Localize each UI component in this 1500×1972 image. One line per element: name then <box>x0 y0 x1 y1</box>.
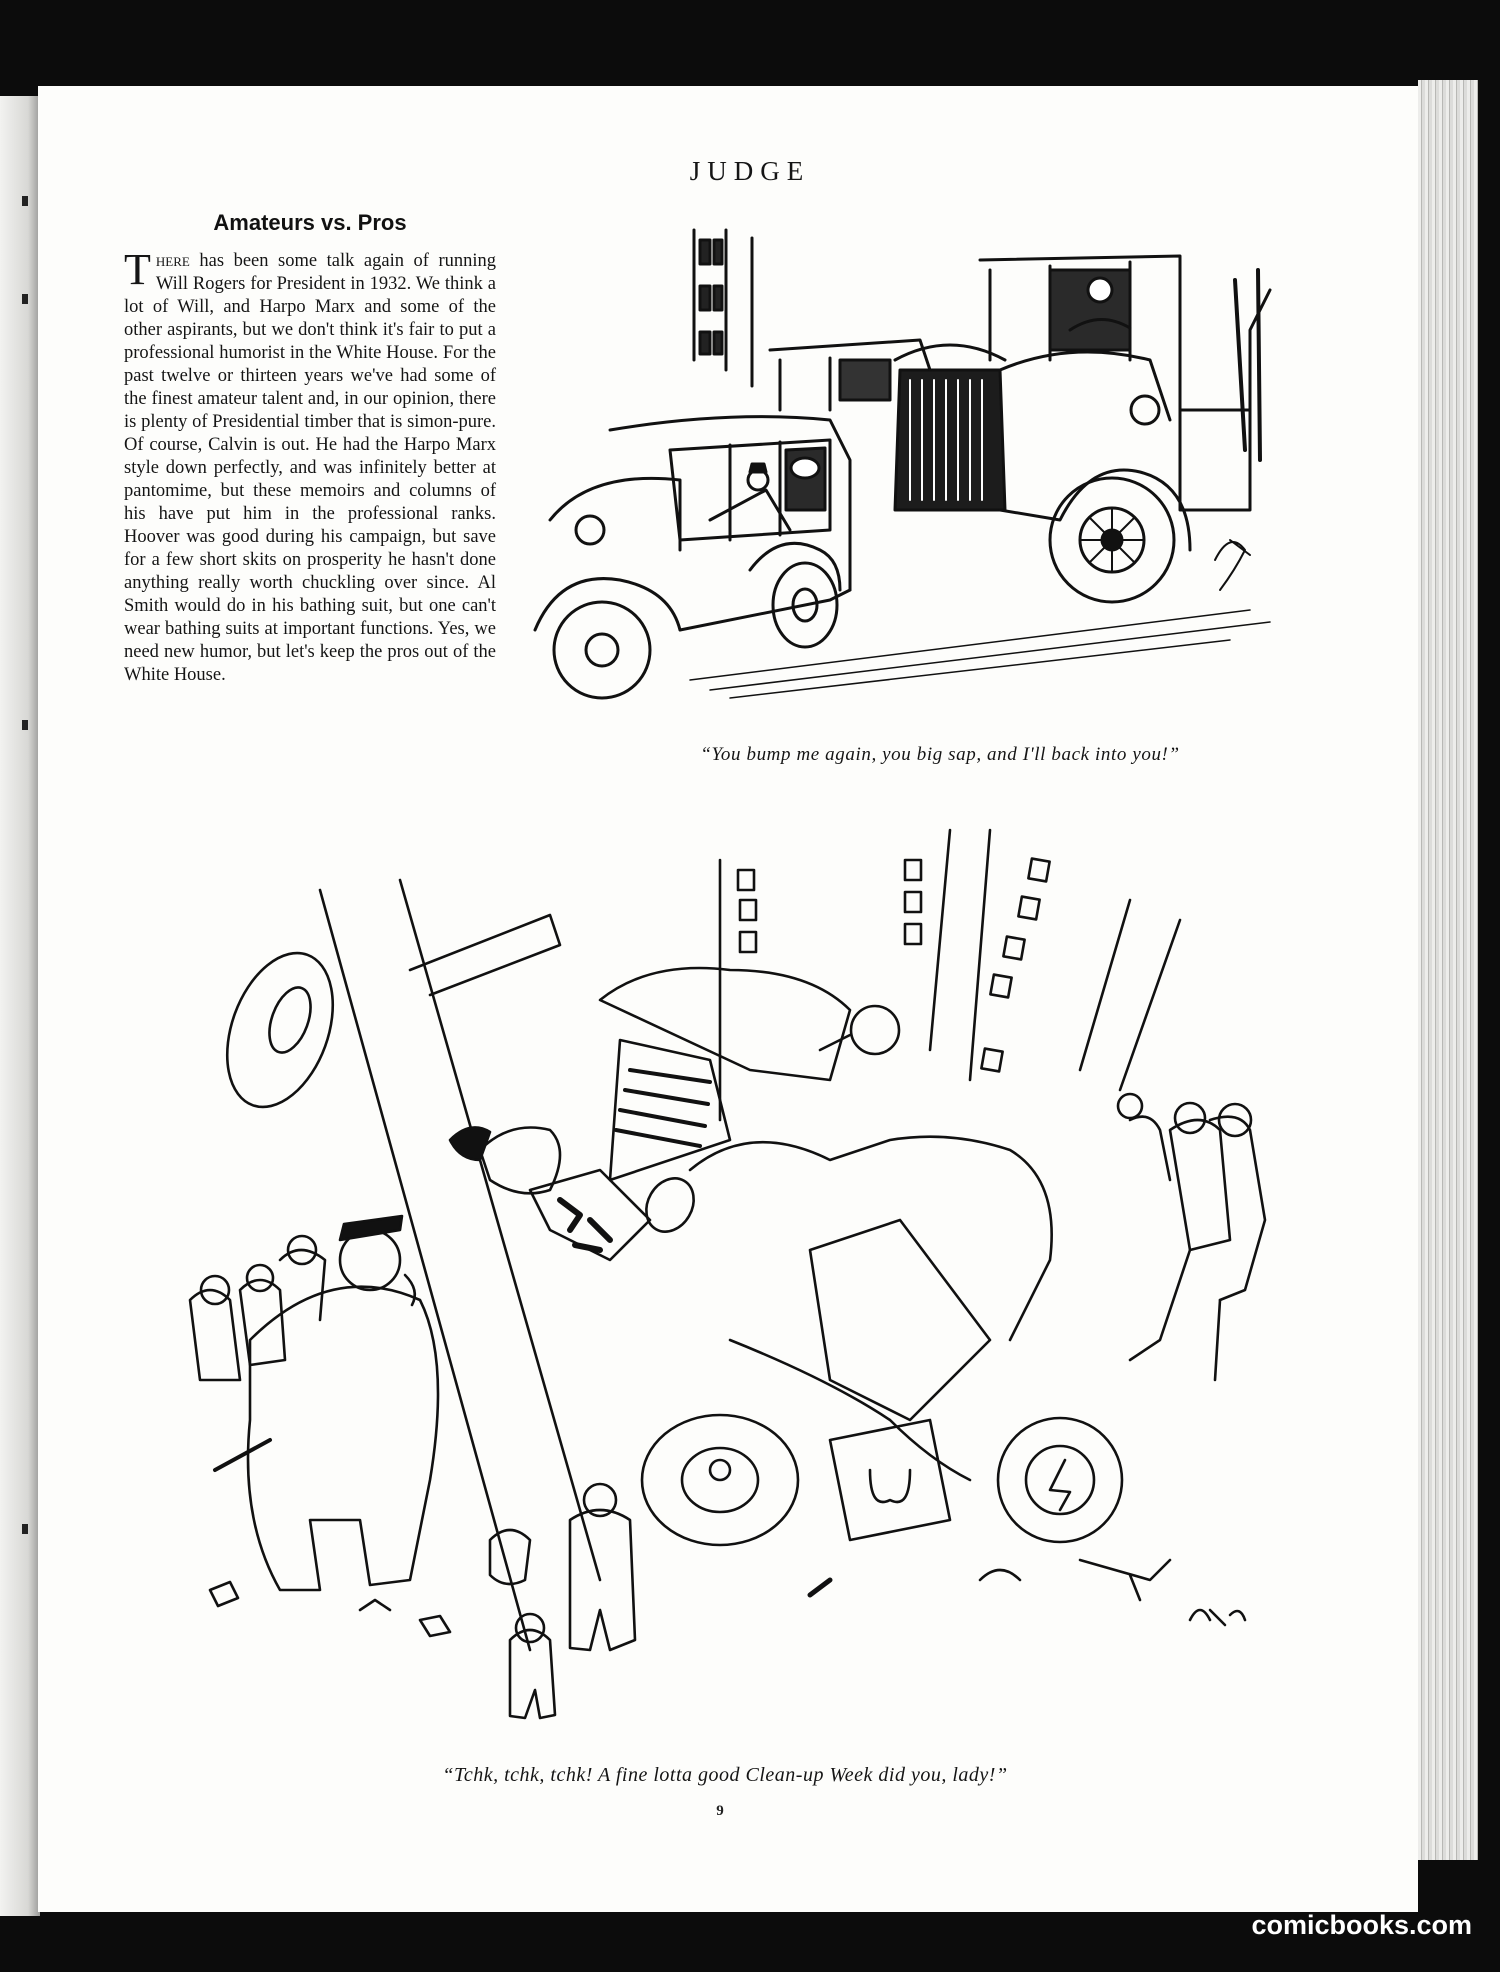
right-page-stack <box>1418 80 1478 1860</box>
bottom-cartoon-caption: “Tchk, tchk, tchk! A fine lotta good Clean-up Week did you, lady!” <box>442 1764 1008 1786</box>
binding-mark <box>22 1524 28 1534</box>
binding-mark <box>22 720 28 730</box>
truck-and-car-cartoon <box>530 210 1290 740</box>
car-wreck-cartoon <box>130 820 1320 1760</box>
article-title: Amateurs vs. Pros <box>213 210 407 235</box>
page-number: 9 <box>716 1803 724 1819</box>
binding-mark <box>22 294 28 304</box>
article-text: has been some talk again of running Will Rogers for President in 1932. We think a lot of Will, and Harpo Marx and some of the other aspirants, but we don't think it's fair to put a professional humorist in the White House. For the past twelve or thirteen years we've had some of the finest amateur talent and, in our opinion, there is plenty of Presidential timber that is simon-pure. Of course, Calvin is out. He had the Harpo Marx style down perfectly, and was infinitely better at pantomime, but these memoirs and columns of his have put him in the professional ranks. Hoover was good during his campaign, but save for a few short skits on prosperity he hasn't done anything really worth chuckling over since. Al Smith would do in his bathing suit, but one can't wear bathing suits at important functions. Yes, we need new humor, but let's keep the pros out of the White House. <box>124 251 496 685</box>
binding-mark <box>22 196 28 206</box>
lead-word: here <box>155 251 190 271</box>
magazine-header: JUDGE <box>689 156 811 186</box>
drop-cap: T <box>124 245 151 294</box>
article-body <box>124 245 496 687</box>
site-watermark: comicbooks.com <box>1251 1910 1472 1940</box>
top-cartoon-caption: “You bump me again, you big sap, and I'll back into you!” <box>700 744 1180 765</box>
left-page-edge <box>0 96 40 1916</box>
